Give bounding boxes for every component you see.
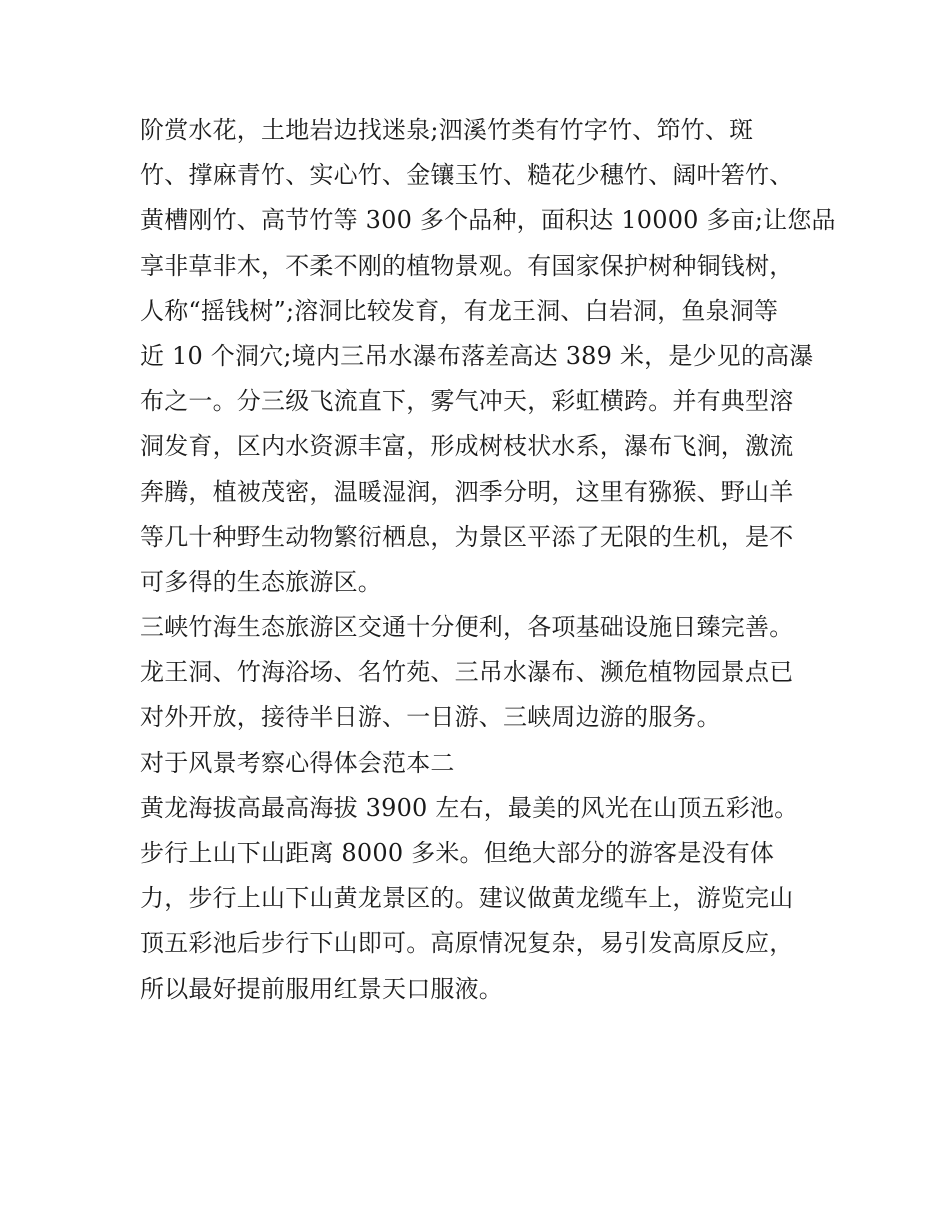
text-line: 竹、撑麻青竹、实心竹、金镶玉竹、糙花少穗竹、阔叶箬竹、 bbox=[140, 161, 794, 190]
text-line: 所以最好提前服用红景天口服液。 bbox=[140, 974, 503, 1003]
section-heading: 对于风景考察心得体会范本二 bbox=[140, 748, 455, 777]
text-line: 等几十种野生动物繁衍栖息，为景区平添了无限的生机，是不 bbox=[140, 522, 794, 551]
text-line: 享非草非木，不柔不刚的植物景观。有国家保护树种铜钱树， bbox=[140, 251, 794, 280]
text-line: 布之一。分三级飞流直下，雾气冲天，彩虹横跨。并有典型溶 bbox=[140, 387, 794, 416]
text-line: 黄龙海拔高最高海拔 3900 左右，最美的风光在山顶五彩池。 bbox=[140, 793, 799, 822]
text-line: 人称“摇钱树”;溶洞比较发育，有龙王洞、白岩洞，鱼泉洞等 bbox=[140, 296, 779, 325]
text-line: 近 10 个洞穴;境内三吊水瀑布落差高达 389 米，是少见的高瀑 bbox=[140, 341, 814, 370]
text-line: 对外开放，接待半日游、一日游、三峡周边游的服务。 bbox=[140, 703, 721, 732]
text-line: 力，步行上山下山黄龙景区的。建议做黄龙缆车上，游览完山 bbox=[140, 884, 794, 913]
text-line: 奔腾，植被茂密，温暖湿润，泗季分明，这里有猕猴、野山羊 bbox=[140, 477, 794, 506]
text-line: 黄槽刚竹、高节竹等 300 多个品种，面积达 10000 多亩;让您品 bbox=[140, 206, 836, 235]
document-body bbox=[140, 108, 836, 1012]
text-line: 洞发育，区内水资源丰富，形成树枝状水系，瀑布飞涧，激流 bbox=[140, 432, 794, 461]
text-line: 步行上山下山距离 8000 多米。但绝大部分的游客是没有体 bbox=[140, 839, 775, 867]
text-line: 可多得的生态旅游区。 bbox=[140, 567, 382, 596]
text-line: 龙王洞、竹海浴场、名竹苑、三吊水瀑布、濒危植物园景点已 bbox=[140, 658, 794, 687]
text-line: 顶五彩池后步行下山即可。高原情况复杂，易引发高原反应， bbox=[140, 929, 794, 958]
text-line: 三峡竹海生态旅游区交通十分便利，各项基础设施日臻完善。 bbox=[140, 613, 794, 642]
text-line: 阶赏水花，土地岩边找迷泉;泗溪竹类有竹字竹、笻竹、斑 bbox=[140, 116, 754, 144]
